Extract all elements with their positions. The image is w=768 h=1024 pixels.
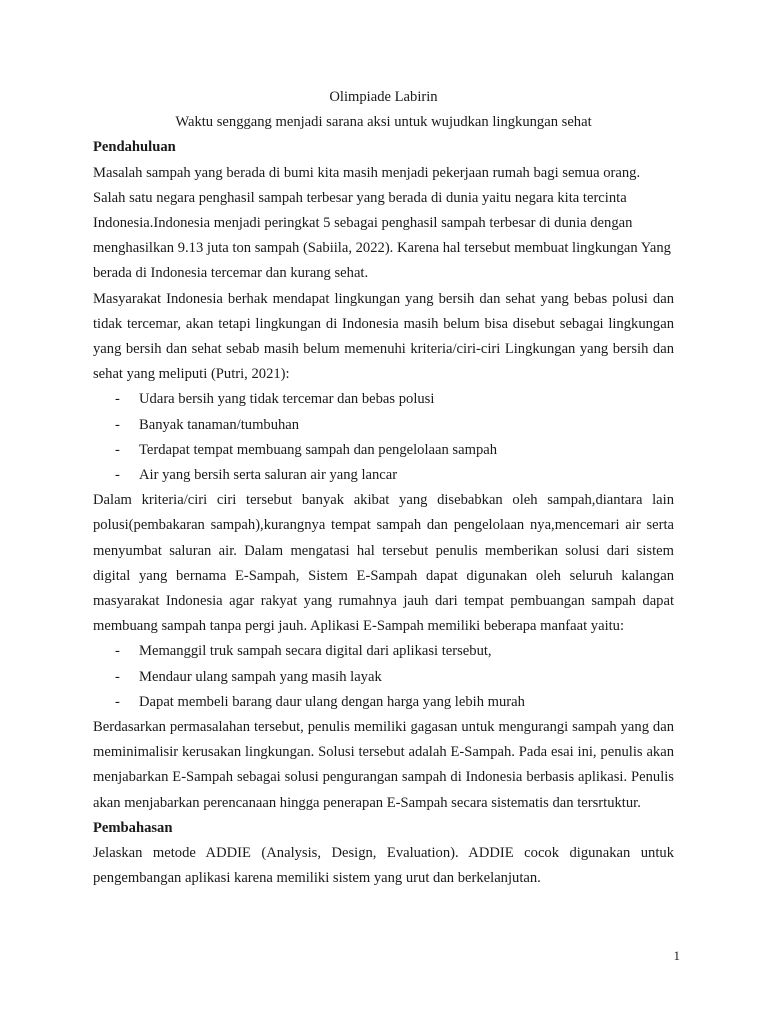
section-heading-pembahasan: Pembahasan xyxy=(93,819,173,836)
list-item-text: Udara bersih yang tidak tercemar dan bebas polusi xyxy=(139,391,435,408)
page-number: 1 xyxy=(673,948,680,963)
benefits-list xyxy=(93,639,674,715)
list-item xyxy=(93,463,674,488)
dash-bullet: - xyxy=(115,441,120,458)
dash-bullet: - xyxy=(115,693,120,710)
list-item xyxy=(93,639,674,664)
list-item xyxy=(93,665,674,690)
paragraph-addie: Jelaskan metode ADDIE (Analysis, Design, Evaluation). ADDIE cocok digunakan untuk pengembangan aplikasi karena memiliki sistem yang urut dan berkelanjutan. xyxy=(93,845,674,887)
list-item-text: Banyak tanaman/tumbuhan xyxy=(139,416,300,433)
criteria-list xyxy=(93,387,674,488)
list-item-text: Dapat membeli barang daur ulang dengan harga yang lebih murah xyxy=(139,693,525,710)
paragraph-solution: Dalam kriteria/ciri ciri tersebut banyak akibat yang disebabkan oleh sampah,diantara lain polusi(pembakaran sampah),kurangnya tempat sampah dan pengelolaan nya,mencemari air serta menyumbat saluran air. Dalam mengatasi hal tersebut penulis memberikan solusi dari sistem digital yang bernama E-Sampah, Sistem E-Sampah dapat digunakan oleh seluruh kalangan masyarakat Indonesia agar rakyat yang rumahnya jauh dari tempat pembuangan sampah dapat membuang sampah tanpa pergi jauh. Aplikasi E-Sampah memiliki beberapa manfaat yaitu: xyxy=(93,492,674,635)
list-item-text: Mendaur ulang sampah yang masih layak xyxy=(139,668,382,685)
list-item xyxy=(93,413,674,438)
list-item xyxy=(93,387,674,412)
paragraph-criteria: Masyarakat Indonesia berhak mendapat lingkungan yang bersih dan sehat yang bebas polusi dan tidak tercemar, akan tetapi lingkungan di Indonesia masih belum bisa disebut sebagai lingkungan yang bersih dan sehat sebab masih belum memenuhi kriteria/ciri-ciri Lingkungan yang bersih dan sehat yang meliputi (Putri, 2021): xyxy=(93,290,674,383)
document-body xyxy=(93,85,674,892)
dash-bullet: - xyxy=(115,643,120,660)
list-item xyxy=(93,438,674,463)
paragraph-intro: Masalah sampah yang berada di bumi kita masih menjadi pekerjaan rumah bagi semua orang. Salah satu negara penghasil sampah terbesar yang berada di dunia yaitu negara kita tercinta Indonesia.Indonesia menjadi peringkat 5 sebagai penghasil sampah terbesar di dunia dengan menghasilkan 9.13 juta ton sampah (Sabiila, 2022). Karena hal tersebut membuat lingkungan Yang berada di Indonesia tercemar dan kurang sehat. xyxy=(93,164,671,282)
dash-bullet: - xyxy=(115,391,120,408)
section-heading-pendahuluan: Pendahuluan xyxy=(93,139,176,156)
dash-bullet: - xyxy=(115,467,120,484)
dash-bullet: - xyxy=(115,668,120,685)
paragraph-idea: Berdasarkan permasalahan tersebut, penulis memiliki gagasan untuk mengurangi sampah yang dan meminimalisir kerusakan lingkungan. Solusi tersebut adalah E-Sampah. Pada esai ini, penulis akan menjabarkan E-Sampah sebagai solusi pengurangan sampah di Indonesia berbasis aplikasi. Penulis akan menjabarkan perencanaan hingga penerapan E-Sampah secara sistematis dan tersrtuktur. xyxy=(93,719,674,811)
list-item-text: Air yang bersih serta saluran air yang lancar xyxy=(139,467,398,484)
document-subtitle: Waktu senggang menjadi sarana aksi untuk wujudkan lingkungan sehat xyxy=(175,114,592,131)
list-item-text: Terdapat tempat membuang sampah dan pengelolaan sampah xyxy=(139,441,498,458)
list-item xyxy=(93,690,674,715)
list-item-text: Memanggil truk sampah secara digital dari aplikasi tersebut, xyxy=(139,643,492,660)
document-title: Olimpiade Labirin xyxy=(329,89,438,105)
dash-bullet: - xyxy=(115,416,120,433)
